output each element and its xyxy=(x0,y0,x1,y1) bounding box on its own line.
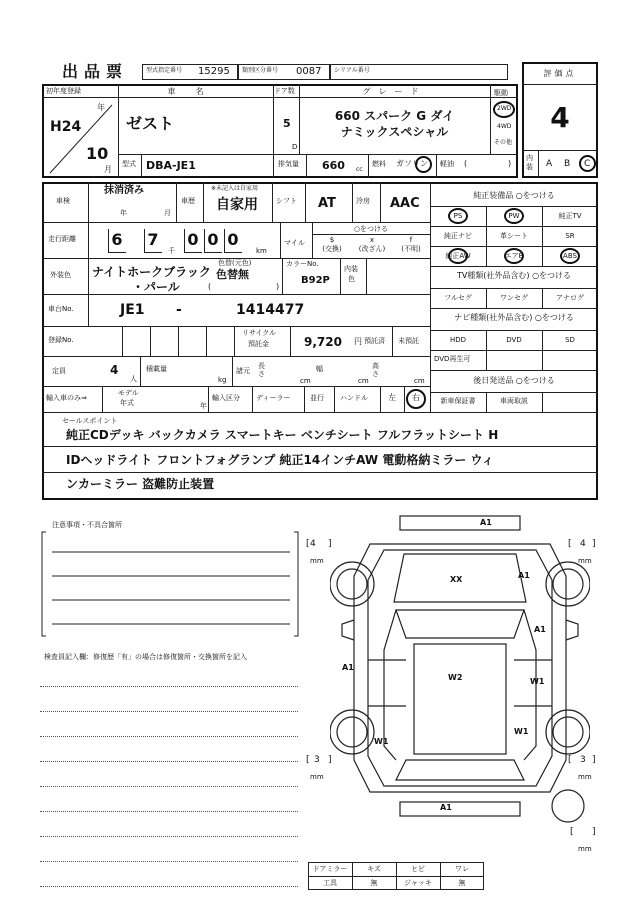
equipment-circle xyxy=(448,248,468,264)
unknown-label: (不明) xyxy=(401,245,421,253)
first-reg-month: 10 xyxy=(86,144,109,163)
interior-c: C xyxy=(584,159,591,169)
sales-points-line1: 純正CDデッキ バックカメラ スマートキー ベンチシート フルフラットシート H xyxy=(66,428,499,442)
tv-item: アナログ xyxy=(556,294,584,302)
drive-4wd: 4WD xyxy=(497,123,512,130)
legend-jack: ジャッキ xyxy=(404,879,432,887)
equipment-item: PS xyxy=(453,212,463,220)
person-unit: 人 xyxy=(130,375,137,383)
sales-points-line3: ンカーミラー 盗難防止装置 xyxy=(66,477,215,491)
model-cert-no: 15295 xyxy=(198,66,230,77)
class-label: 類別区分番号 xyxy=(242,67,279,74)
fuel-gasoline-circle xyxy=(415,156,432,173)
legend-jack-value: 無 xyxy=(458,879,466,887)
height-label: 高さ xyxy=(372,362,379,378)
history-value: 自家用 xyxy=(216,197,258,213)
equipment-item: 純正TV xyxy=(558,212,582,220)
color-change-label: 色替(元色) xyxy=(218,259,252,267)
recycle-deposited: 預託済 xyxy=(364,337,385,345)
tire-rr-value: 3 xyxy=(580,755,586,765)
damage-mark: W1 xyxy=(514,727,529,736)
caution-label: 注意事項・不具合箇所 xyxy=(52,521,122,529)
interior-a: A xyxy=(546,159,553,169)
later-warranty: 新車保証書 xyxy=(440,397,476,405)
equipment-item: PW xyxy=(508,212,520,220)
chassis-label: 車台No. xyxy=(48,305,74,313)
displacement-label: 排気量 xyxy=(278,160,299,168)
tire-fr-mm: mm xyxy=(578,557,592,565)
ac-label: 冷房 xyxy=(356,197,370,205)
history-label: 車歴 xyxy=(181,197,195,205)
shift-label: シフト xyxy=(276,197,297,205)
capacity-value: 4 xyxy=(110,363,119,377)
grade-line1: 660 スパーク G ダイ xyxy=(334,109,455,123)
recycle-not-deposited: 未預託 xyxy=(398,337,419,345)
legend-crack: ヒビ xyxy=(411,865,425,873)
unknown-symbol: f xyxy=(409,236,413,244)
drive-label: 駆動 xyxy=(494,89,508,97)
legend-tools-value: 無 xyxy=(370,879,378,887)
tire-rl-value: 3 xyxy=(314,755,320,765)
color-no-label: カラーNo. xyxy=(286,260,319,268)
int-color-label-2: 色 xyxy=(348,275,355,283)
inspector-line xyxy=(40,736,298,737)
nav-item: HDD xyxy=(449,336,467,344)
shift-value: AT xyxy=(318,196,336,211)
inspector-line xyxy=(40,686,298,687)
fuel-paren-close: ) xyxy=(508,159,512,168)
color-change-value: 色替無 xyxy=(216,268,249,281)
mileage-digit: 0 xyxy=(187,230,199,249)
tire-fr-bracket-close: ] xyxy=(592,539,596,549)
damage-mark: W1 xyxy=(530,677,545,686)
capacity-label: 定員 xyxy=(52,367,66,375)
tire-fr-bracket-open: [ xyxy=(568,539,572,549)
equipment-circle xyxy=(560,248,580,264)
nav-header: ナビ種類(社外品含む) ○をつける xyxy=(454,313,574,322)
equipment-item: エアB xyxy=(504,252,524,260)
car-damage-diagram xyxy=(330,510,590,840)
color-paren-close: ) xyxy=(276,282,280,291)
displacement-value: 660 xyxy=(322,159,345,172)
length-cm: cm xyxy=(300,377,311,385)
recycle-label-1: リサイクル xyxy=(242,329,277,337)
mileage-digit: 0 xyxy=(227,230,239,249)
mile-label: マイル xyxy=(284,239,305,247)
drive-2wd-circle xyxy=(493,101,515,118)
equipment-item: 革シート xyxy=(500,232,528,240)
exchange-label: (交換) xyxy=(322,245,342,253)
inspection-value: 抹消済み xyxy=(104,185,144,196)
equipment-item: SR xyxy=(565,232,575,240)
recycle-unit: 円 xyxy=(354,337,362,346)
color-line1: ナイトホークブラック xyxy=(92,265,211,279)
car-name-label: 車名 xyxy=(167,87,224,96)
tire-spare-bracket-open: [ xyxy=(570,827,574,837)
color-no-value: B92P xyxy=(301,275,330,286)
sales-points-line2: IDヘッドライト フロントフォグランプ 純正14インチAW 電動格納ミラー ウィ xyxy=(66,453,494,467)
model-year-unit: 年 xyxy=(200,402,207,410)
fuel-label: 燃料 xyxy=(372,160,386,168)
model-label: 型式 xyxy=(122,160,136,168)
color-line2: ・パール xyxy=(132,280,180,294)
later-manual: 車両取説 xyxy=(500,397,528,405)
inspector-line xyxy=(40,761,298,762)
fuel-diesel: 軽油 xyxy=(440,160,454,168)
tire-fl-bracket-close: ] xyxy=(328,539,332,549)
model-value: DBA-JE1 xyxy=(146,159,196,172)
model-year-label-1: モデル xyxy=(118,389,139,397)
legend-door-mirror: ドアミラー xyxy=(312,865,348,873)
fuel-paren-open: ( xyxy=(464,159,468,168)
equipment-circle xyxy=(448,208,468,224)
legend-scratch: キズ xyxy=(367,865,381,873)
handle-label: ハンドル xyxy=(340,394,368,402)
inspector-line xyxy=(40,886,298,887)
damage-mark: W2 xyxy=(448,673,463,682)
later-header: 後日発送品 ○をつける xyxy=(473,376,555,385)
recycle-value: 9,720 xyxy=(304,335,342,349)
doors-label: ドア数 xyxy=(274,87,295,95)
tamper-label: (改ざん) xyxy=(358,245,386,253)
equipment-item: ABS xyxy=(563,252,577,260)
tv-item: フルセグ xyxy=(444,294,472,302)
ac-value: AAC xyxy=(390,196,420,211)
caution-box xyxy=(40,528,300,640)
length-label: 長さ xyxy=(258,362,265,378)
drive-2wd: 2WD xyxy=(497,105,512,112)
score-value: 4 xyxy=(550,101,570,134)
km-unit: km xyxy=(256,247,267,255)
damage-mark: XX xyxy=(450,575,463,584)
recycle-label-2: 預託金 xyxy=(248,340,269,348)
month-unit: 月 xyxy=(104,165,112,174)
equipment-circle xyxy=(504,208,524,224)
color-label: 外装色 xyxy=(50,271,71,279)
legend-break: ワレ xyxy=(455,865,469,873)
import-dealer: ディーラー xyxy=(256,394,291,402)
drive-other: その他 xyxy=(494,139,513,146)
tire-rr-bracket-close: ] xyxy=(592,755,596,765)
thousand-unit: 千 xyxy=(168,247,175,255)
tire-rl-mm: mm xyxy=(310,773,324,781)
tire-rl-bracket-close: ] xyxy=(328,755,332,765)
tire-fl-mm: mm xyxy=(310,557,324,565)
inspection-year-unit: 年 xyxy=(120,209,127,217)
handle-right: 右 xyxy=(412,393,420,402)
int-color-label-1: 内装 xyxy=(344,265,358,273)
height-cm: cm xyxy=(414,377,425,385)
tire-fl-bracket-open: [ xyxy=(306,539,310,549)
page-title: 出品票 xyxy=(62,62,129,81)
equipment-circle xyxy=(504,248,524,264)
equipment-item: 純正ナビ xyxy=(444,232,472,240)
tire-rr-bracket-open: [ xyxy=(568,755,572,765)
damage-mark: A1 xyxy=(534,625,546,634)
model-cert-label: 型式指定番号 xyxy=(146,67,183,74)
dims-label: 諸元 xyxy=(236,367,250,375)
damage-mark: A1 xyxy=(480,518,492,527)
history-note: ※未記入は自家用 xyxy=(211,185,259,192)
color-paren-open: ( xyxy=(208,282,212,291)
grade-line2: ナミックスペシャル xyxy=(340,125,449,139)
cc-unit: cc xyxy=(356,166,363,173)
inspector-label: 検査員記入欄：修復歴「有」の場合は修復箇所・交換箇所を記入 xyxy=(44,653,247,661)
import-class-label: 輸入区分 xyxy=(212,394,240,402)
chassis-no: 1414477 xyxy=(236,302,305,318)
sales-points-label: セールスポイント xyxy=(62,417,118,425)
tire-spare-mm: mm xyxy=(578,845,592,853)
damage-mark: A1 xyxy=(518,571,530,580)
damage-mark: A1 xyxy=(342,663,354,672)
inspector-line xyxy=(40,786,298,787)
mileage-digit: 7 xyxy=(147,230,159,249)
tire-rr-mm: mm xyxy=(578,773,592,781)
equipment-header: 純正装備品 ○をつける xyxy=(473,191,555,200)
chassis-dash: - xyxy=(176,302,182,318)
inspector-line xyxy=(40,836,298,837)
damage-mark: A1 xyxy=(440,803,452,812)
score-label: 評価点 xyxy=(543,69,577,78)
model-year-label-2: 年式 xyxy=(120,399,134,407)
inspection-month-unit: 月 xyxy=(164,209,171,217)
first-reg-year: H24 xyxy=(50,119,82,135)
interior-b: B xyxy=(564,159,571,169)
chassis-prefix: JE1 xyxy=(120,302,145,318)
reg-label: 登録No. xyxy=(48,336,74,344)
mileage-digit: 0 xyxy=(207,230,219,249)
legend-tools: 工具 xyxy=(323,879,337,887)
import-label: 輸入車のみ⇒ xyxy=(46,394,87,402)
handle-right-circle xyxy=(406,389,426,409)
interior-label: 内装 xyxy=(526,154,533,171)
mileage-digit: 6 xyxy=(111,230,123,249)
car-name: ゼスト xyxy=(126,114,175,133)
dvd-label: DVD再生可 xyxy=(434,355,471,363)
width-cm: cm xyxy=(358,377,369,385)
tamper-symbol: x xyxy=(369,236,375,244)
equipment-item: 純正AW xyxy=(445,252,471,260)
fuel-gasoline: ガソリン xyxy=(396,159,428,168)
inspection-label: 車検 xyxy=(56,197,70,205)
tire-fr-value: 4 xyxy=(580,539,586,549)
mark-note: ○をつける xyxy=(353,225,389,233)
interior-c-circle xyxy=(579,155,596,172)
tire-fl-value: 4 xyxy=(310,539,316,549)
damage-mark: W1 xyxy=(374,737,389,746)
tv-item: ワンセグ xyxy=(500,294,528,302)
serial-label: シリアル番号 xyxy=(334,67,370,74)
kg-unit: kg xyxy=(218,376,227,384)
grade-label: グレード xyxy=(362,87,427,96)
inspector-line xyxy=(40,711,298,712)
class-no: 0087 xyxy=(296,66,322,77)
load-label: 積載量 xyxy=(146,365,167,373)
tire-spare-bracket-close: ] xyxy=(592,827,596,837)
nav-item: DVD xyxy=(506,336,522,344)
mileage-label: 走行距離 xyxy=(48,235,76,243)
width-label: 幅 xyxy=(316,365,323,373)
first-reg-label: 初年度登録 xyxy=(46,87,81,95)
tv-header: TV種類(社外品含む) ○をつける xyxy=(456,271,572,280)
year-unit: 年 xyxy=(97,103,105,112)
exchange-symbol: $ xyxy=(329,236,335,244)
nav-item: SD xyxy=(565,336,575,344)
handle-left: 左 xyxy=(388,393,396,402)
doors-value: 5 xyxy=(283,117,291,130)
import-parallel: 並行 xyxy=(310,394,324,402)
doors-sub: D xyxy=(292,143,298,151)
inspector-line xyxy=(40,861,298,862)
tire-rl-bracket-open: [ xyxy=(306,755,310,765)
inspector-line xyxy=(40,811,298,812)
